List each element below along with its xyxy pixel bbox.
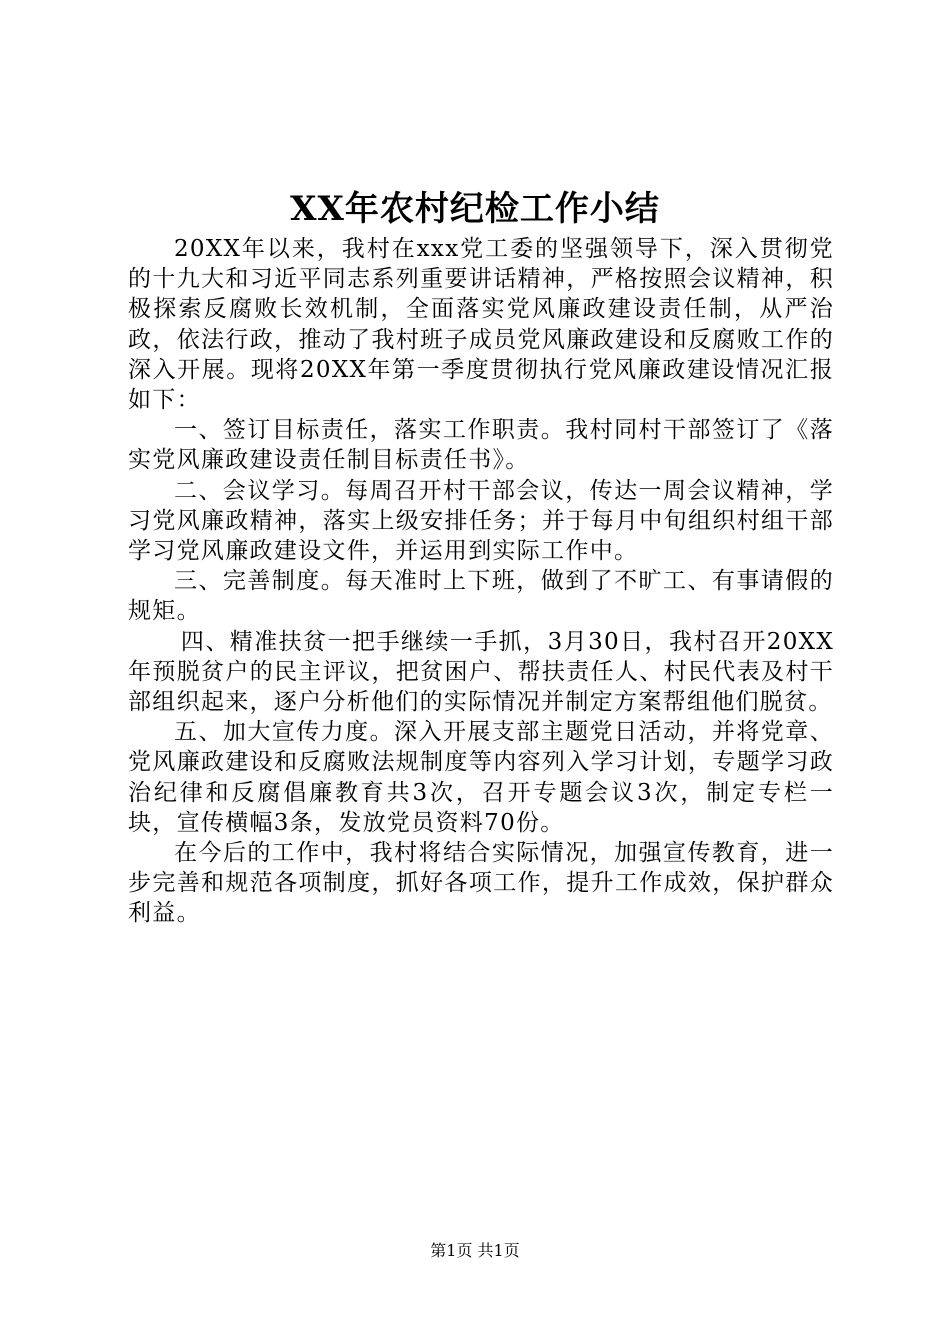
paragraph-conclusion: 在今后的工作中，我村将结合实际情况，加强宣传教育，进一步完善和规范各项制度，抓好各项工作，提升工作成效，保护群众利益。	[128, 840, 834, 927]
paragraph-section-3: 三、完善制度。每天准时上下班，做到了不旷工、有事请假的规矩。	[128, 568, 834, 625]
page-footer: 第1页 共1页	[430, 1241, 520, 1260]
paragraph-section-5: 五、加大宣传力度。深入开展支部主题党日活动，并将党章、党风廉政建设和反腐败法规制度等内容列入学习计划，专题学习政治纪律和反腐倡廉教育共3次，召开专题会议3次，制定专栏一块，宣传横幅3条，发放党员资料70份。	[128, 719, 834, 836]
paragraph-section-2: 二、会议学习。每周召开村干部会议，传达一周会议精神，学习党风廉政精神，落实上级安排任务；并于每月中旬组织村组干部学习党风廉政建设文件，并运用到实际工作中。	[128, 477, 834, 565]
paragraph-intro: 20XX年以来，我村在xxx党工委的坚强领导下，深入贯彻党的十九大和习近平同志系列重要讲话精神，严格按照会议精神，积极探索反腐败长效机制，全面落实党风廉政建设责任制，从严治政，依法行政，推动了我村班子成员党风廉政建设和反腐败工作的深入开展。现将20XX年第一季度贯彻执行党风廉政建设情况汇报如下：	[128, 236, 834, 414]
document-title: XX年农村纪检工作小结	[290, 189, 660, 229]
document-body	[128, 234, 834, 929]
paragraph-section-1: 一、签订目标责任，落实工作职责。我村同村干部签订了《落实党风廉政建设责任制目标责任书》。	[128, 417, 834, 474]
paragraph-section-4: 四、精准扶贫一把手继续一手抓，3月30日，我村召开20XX年预脱贫户的民主评议，把贫困户、帮扶责任人、村民代表及村干部组织起来，逐户分析他们的实际情况并制定方案帮组他们脱贫。	[128, 628, 834, 716]
